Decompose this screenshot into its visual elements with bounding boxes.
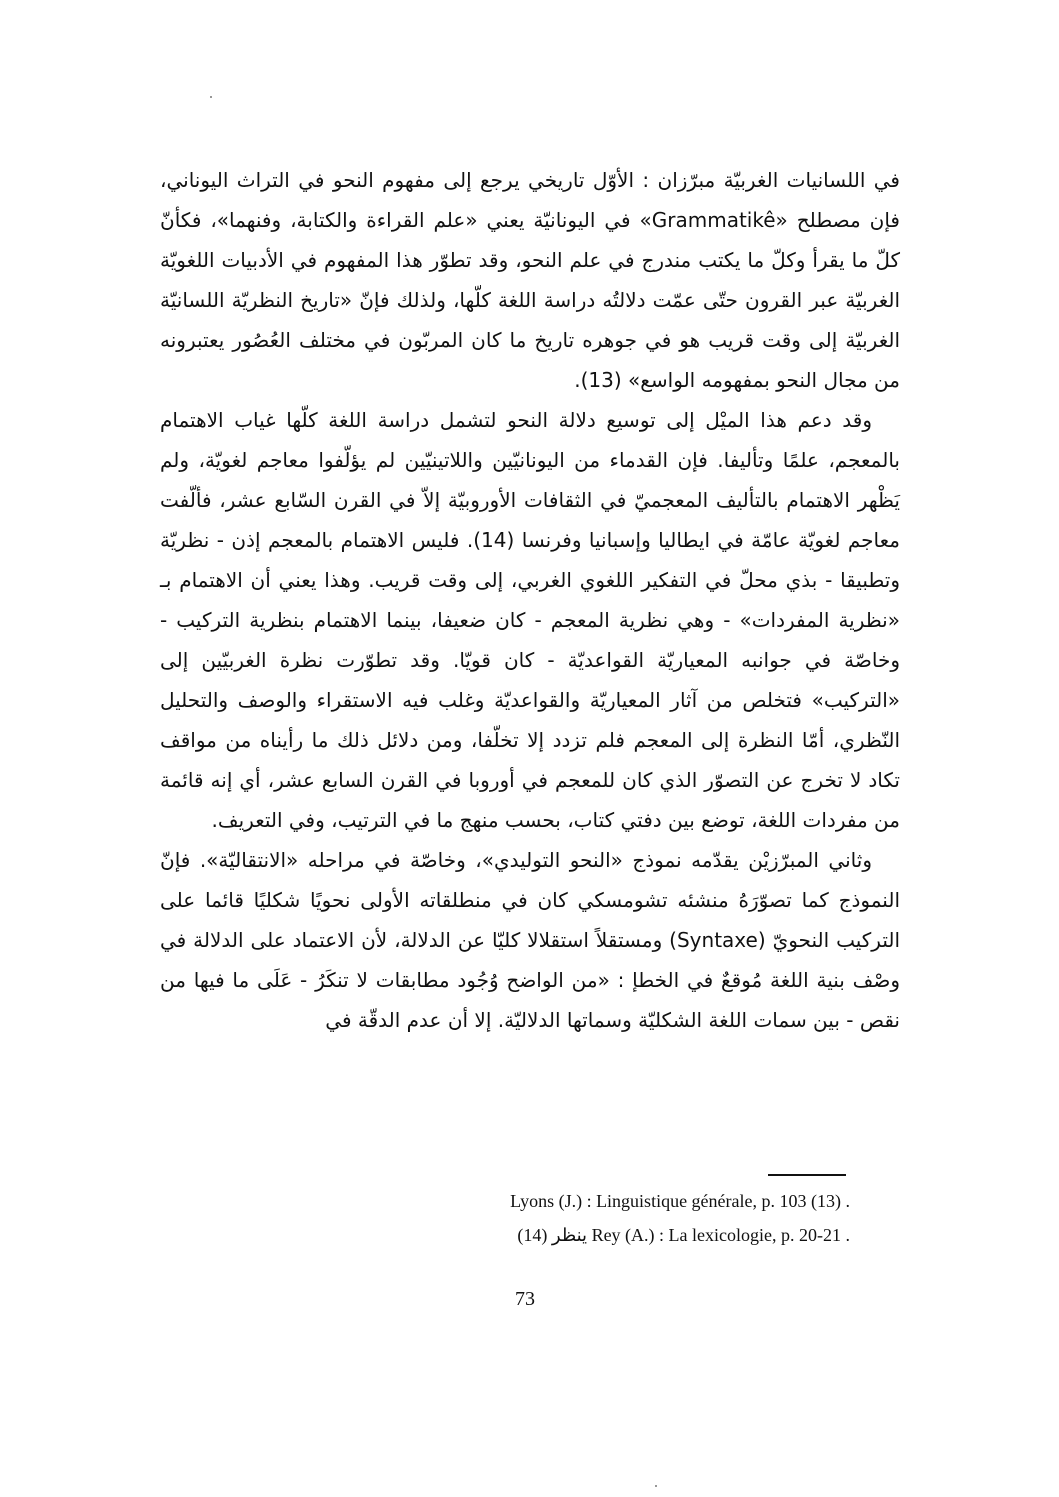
main-text [160,160,900,1040]
footnote-14: . Rey (A.) : La lexicologie, p. 20-21 ينظر (14) [517,1225,850,1245]
page-number: 73 [515,1288,535,1310]
paragraph-1: في اللسانيات الغربيّة مبرّزان : الأوّل تاريخي يرجع إلى مفهوم النحو في التراث اليوناني، فإن مصطلح «Grammatikê» في اليونانيّة يعني «علم القراءة والكتابة، وفنهما»، فكأنّ كلّ ما يقرأ وكلّ ما يكتب مندرج في علم النحو، وقد تطوّر هذا المفهوم في الأدبيات اللغويّة الغربيّة عبر القرون حتّى عمّت دلالتُه دراسة اللغة كلّها، ولذلك فإنّ «تاريخ النظريّة اللسانيّة الغربيّة إلى وقت قريب هو في جوهره تاريخ ما كان المربّون في مختلف العُصُور يعتبرونه من مجال النحو بمفهومه الواسع» (13). [160,168,900,392]
footnotes [330,1184,850,1252]
footnote-divider [768,1174,846,1176]
paragraph-2: وقد دعم هذا الميْل إلى توسيع دلالة النحو لتشمل دراسة اللغة كلّها غياب الاهتمام بالمعجم، علمًا وتأليفا. فإن القدماء من اليونانيّين واللاتينيّين لم يؤلّفوا معاجم لغويّة، ولم يَظْهر الاهتمام بالتأليف المعجميّ في الثقافات الأوروبيّة إلاّ في القرن السّابع عشر، فألّفت معاجم لغويّة عامّة في ايطاليا وإسبانيا وفرنسا (14). فليس الاهتمام بالمعجم إذن - نظريّة وتطبيقا - بذي محلّ في التفكير اللغوي الغربي، إلى وقت قريب. وهذا يعني أن الاهتمام بـ «نظرية المفردات» - وهي نظرية المعجم - كان ضعيفا، بينما الاهتمام بنظرية التركيب - وخاصّة في جوانبه المعياريّة القواعديّة - كان قويّا. وقد تطوّرت نظرة الغربيّين إلى «التركيب» فتخلص من آثار المعياريّة والقواعديّة وغلب فيه الاستقراء والوصف والتحليل النّظري، أمّا النظرة إلى المعجم فلم تزدد إلا تخلّفا، ومن دلائل ذلك ما رأيناه من مواقف تكاد لا تخرج عن التصوّر الذي كان للمعجم في أوروبا في القرن السابع عشر، أي إنه قائمة من مفردات اللغة، توضع بين دفتي كتاب، بحسب منهج ما في الترتيب، وفي التعريف. [160,408,901,832]
scan-speck [210,96,212,98]
footnote-13: . Lyons (J.) : Linguistique générale, p. 103 (13) [510,1191,850,1211]
paragraph-3: وثاني المبرّزيْن يقدّمه نموذج «النحو التوليدي»، وخاصّة في مراحله «الانتقاليّة». فإنّ النموذج كما تصوّرَهُ منشئه تشومسكي كان في منطلقاته الأولى نحويًا شكليًا قائما على التركيب النحويّ (Syntaxe) ومستقلاً استقلالا كليّا عن الدلالة، لأن الاعتماد على الدلالة في وصْف بنية اللغة مُوقعٌ في الخطإ : «من الواضح وُجُود مطابقات لا تنكَرُ - عَلَى ما فيها من نقص - بين سمات اللغة الشكليّة وسماتها الدلاليّة. إلا أن عدم الدقّة في [160,848,901,1032]
scan-speck [655,1485,657,1487]
